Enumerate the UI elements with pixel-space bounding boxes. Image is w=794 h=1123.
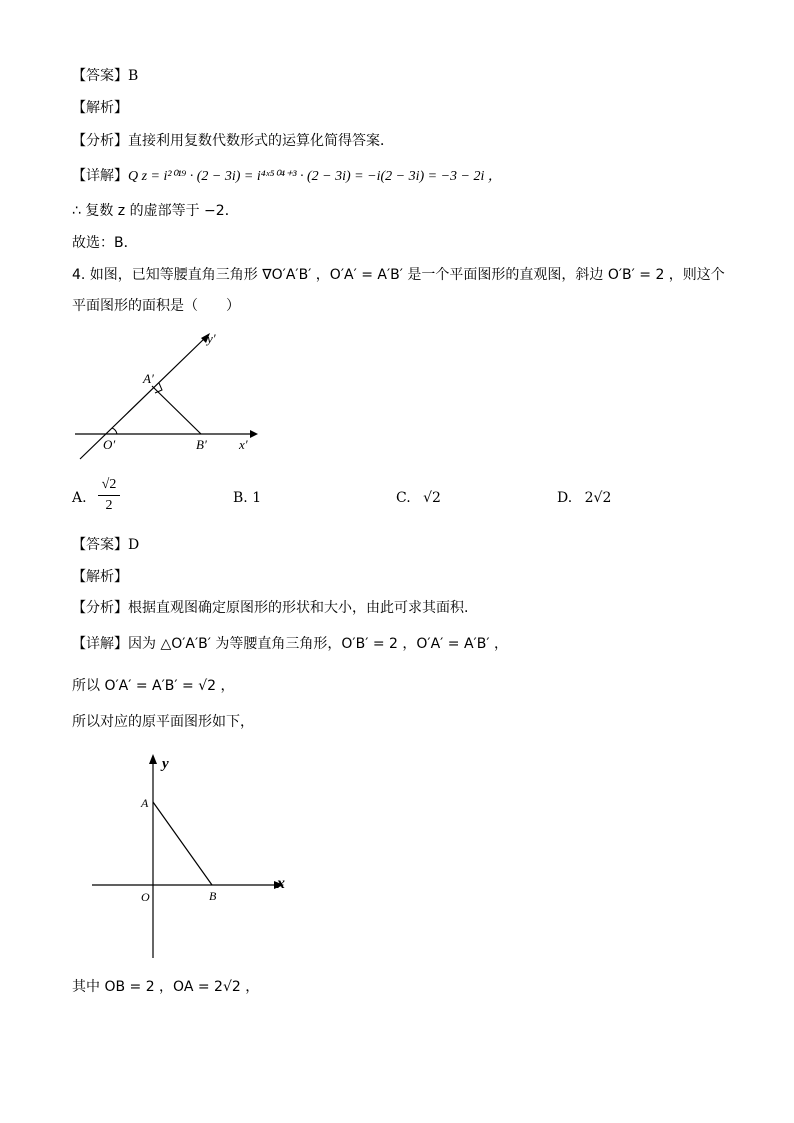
label-a-prime: A′ bbox=[143, 371, 154, 386]
choice-text: 故选：B． bbox=[72, 235, 138, 251]
q3-analysis-tag bbox=[72, 98, 128, 118]
option-d bbox=[557, 488, 611, 508]
conclusion-text: ∴ 复数 z 的虚部等于 −2． bbox=[72, 203, 239, 219]
x-arrow bbox=[250, 430, 258, 438]
answer-value: D bbox=[128, 537, 140, 553]
stem-text: 平面图形的面积是（ ） bbox=[72, 298, 240, 314]
option-a bbox=[72, 488, 87, 508]
q4-answer-line bbox=[72, 535, 139, 555]
q3-choice bbox=[72, 233, 138, 253]
right-angle-mark bbox=[155, 383, 162, 393]
q3-conclusion bbox=[72, 201, 239, 221]
q4-step-3 bbox=[72, 712, 254, 732]
q4-step-2 bbox=[72, 676, 234, 696]
option-c bbox=[396, 488, 441, 508]
original-figure bbox=[88, 752, 298, 962]
option-key: C. bbox=[396, 490, 411, 506]
detail-tag: 【详解】 bbox=[72, 636, 128, 652]
label-o: O bbox=[141, 890, 150, 904]
label-y: y bbox=[162, 756, 169, 772]
option-key: D. bbox=[557, 490, 573, 506]
q3-detail-line bbox=[72, 166, 502, 187]
fenxi-text: 根据直观图确定原图形的形状和大小，由此可求其面积. bbox=[128, 600, 469, 616]
fraction-bar bbox=[98, 495, 120, 496]
option-text: √2 bbox=[423, 490, 441, 506]
q4-stem-line-2 bbox=[72, 296, 240, 316]
option-key: B. bbox=[233, 490, 248, 506]
q4-detail-line bbox=[72, 634, 508, 654]
segment-a-b bbox=[152, 386, 201, 434]
q4-analysis-tag bbox=[72, 567, 128, 587]
label-x: x bbox=[277, 875, 285, 892]
answer-tag: 【答案】 bbox=[72, 537, 128, 553]
label-x-prime: x′ bbox=[239, 437, 248, 452]
fraction-numerator: √2 bbox=[101, 477, 117, 492]
label-y-prime: y′ bbox=[207, 331, 216, 346]
oblique-figure bbox=[70, 325, 270, 465]
step-text: 所以 O′A′ = A′B′ = √2 ， bbox=[72, 678, 235, 694]
stem-text: 4. 如图，已知等腰直角三角形 ∇O′A′B′ ，O′A′ = A′B′ 是一个平面图形的直观图，斜边 O′B′ = 2 ，则这个 bbox=[72, 267, 725, 283]
step-text: 其中 OB = 2 ，OA = 2√2 ， bbox=[72, 979, 260, 995]
option-b bbox=[233, 488, 261, 508]
y-prime-axis bbox=[80, 337, 206, 459]
q3-fenxi-line bbox=[72, 131, 394, 151]
label-a: A bbox=[141, 796, 149, 810]
q4-step-4 bbox=[72, 977, 259, 997]
detail-tag: 【详解】 bbox=[72, 168, 128, 184]
label-o-prime: O′ bbox=[103, 437, 116, 452]
fraction-denominator: 2 bbox=[105, 498, 113, 513]
fenxi-tag: 【分析】 bbox=[72, 133, 128, 149]
label-b-prime: B′ bbox=[196, 437, 207, 452]
answer-value: B bbox=[128, 68, 139, 84]
fenxi-tag: 【分析】 bbox=[72, 600, 128, 616]
fenxi-text: 直接利用复数代数形式的运算化简得答案． bbox=[128, 133, 394, 149]
analysis-tag: 【解析】 bbox=[72, 100, 128, 116]
detail-text: 因为 △O′A′B′ 为等腰直角三角形，O′B′ = 2 ，O′A′ = A′B′ ， bbox=[128, 636, 508, 652]
q4-fenxi-line bbox=[72, 598, 468, 618]
angle-arc bbox=[112, 428, 117, 434]
answer-tag: 【答案】 bbox=[72, 68, 128, 84]
y-arrow bbox=[149, 754, 157, 764]
step-text: 所以对应的原平面图形如下， bbox=[72, 714, 254, 730]
q4-stem-line-1 bbox=[72, 265, 725, 285]
label-b: B bbox=[209, 889, 217, 903]
segment-a-b bbox=[153, 802, 212, 885]
detail-expression: Q z = i²⁰¹⁹ · (2 − 3i) = i⁴ˣ⁵⁰⁴⁺³ · (2 − 3i) = −i(2 − 3i) = −3 − 2i ， bbox=[128, 169, 502, 184]
q3-answer-line bbox=[72, 66, 138, 86]
option-a-fraction bbox=[98, 476, 120, 515]
option-text: 2√2 bbox=[584, 490, 612, 506]
analysis-tag: 【解析】 bbox=[72, 569, 128, 585]
option-key: A. bbox=[72, 490, 87, 506]
option-text: 1 bbox=[252, 490, 262, 506]
